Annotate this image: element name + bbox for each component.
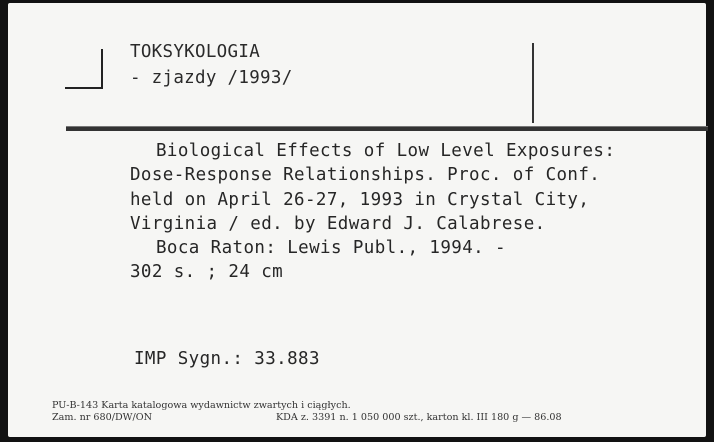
- bibliographic-description: [130, 139, 615, 285]
- printer-footer: [52, 400, 562, 424]
- footer-print-info: KDA z. 3391 n. 1 050 000 szt., karton kl. III 180 g — 86.08: [276, 412, 562, 423]
- title-line-4: Virginia / ed. by Edward J. Calabrese.: [130, 213, 546, 234]
- subject-heading: TOKSYKOLOGIA: [130, 42, 261, 62]
- footer-order-number: Zam. nr 680/DW/ON: [52, 412, 152, 423]
- footer-line-1: PU-B-143 Karta katalogowa wydawnictw zwartych i ciągłych.: [52, 400, 351, 411]
- title-line-2: Dose-Response Relationships. Proc. of Conf.: [130, 165, 601, 186]
- corner-mark: [65, 49, 103, 89]
- title-line-1: Biological Effects of Low Level Exposures:: [156, 141, 616, 161]
- extent-line: 302 s. ; 24 cm: [130, 262, 284, 283]
- subject-subdivision: - zjazdy /1993/: [130, 68, 293, 88]
- vertical-divider: [532, 43, 534, 123]
- call-number: IMP Sygn.: 33.883: [134, 349, 320, 369]
- card-heading: [130, 39, 293, 91]
- horizontal-rule: [66, 126, 708, 131]
- title-line-3: held on April 26-27, 1993 in Crystal City,: [130, 189, 590, 210]
- imprint-line: Boca Raton: Lewis Publ., 1994. -: [156, 238, 506, 259]
- catalog-card: [8, 3, 706, 437]
